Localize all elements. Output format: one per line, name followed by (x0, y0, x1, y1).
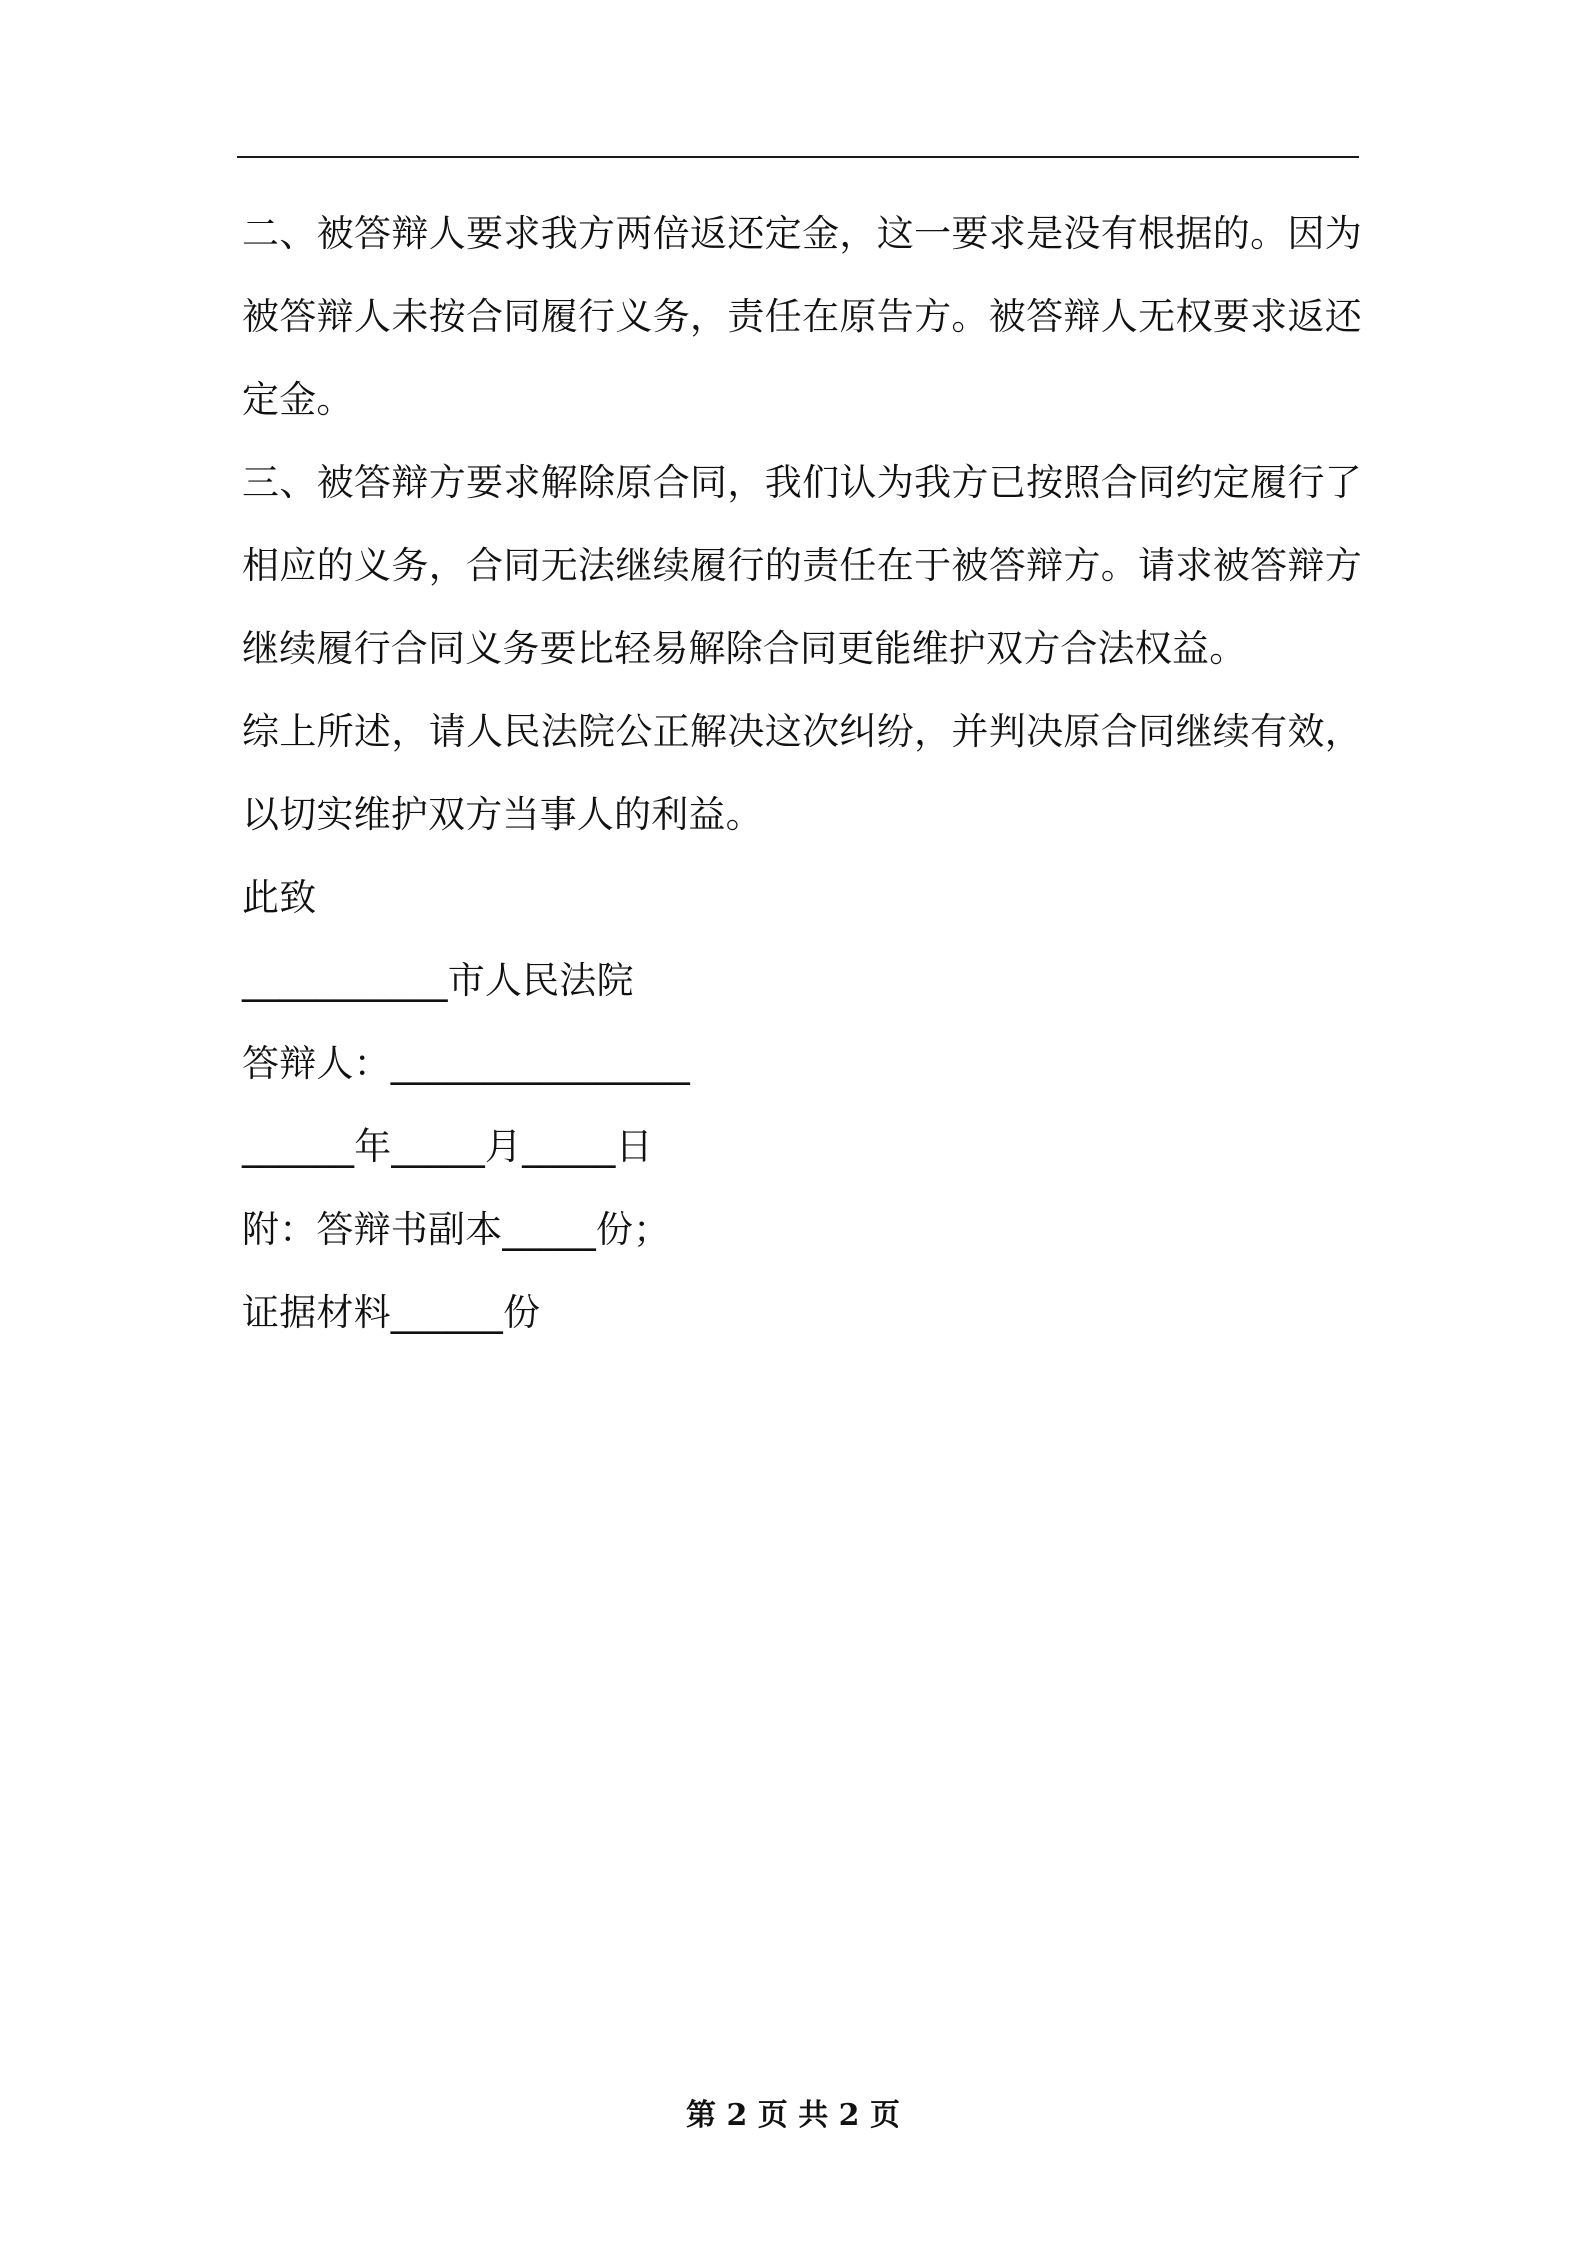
paragraph-summary: 综上所述，请人民法院公正解决这次纠纷，并判决原合同继续有效，以切实维护双方当事人的利益。 (242, 710, 1362, 836)
court-addressee: ___________市人民法院 (242, 959, 634, 1002)
attachment-copies: 附：答辩书副本_____份； (242, 1208, 671, 1251)
respondent-signature: 答辩人：________________ (242, 1042, 690, 1085)
date-line: ______年_____月_____日 (242, 1125, 653, 1168)
header-rule (237, 156, 1359, 158)
evidence-materials: 证据材料______份 (242, 1291, 541, 1334)
paragraph-two: 二、被答辩人要求我方两倍返还定金，这一要求是没有根据的。因为被答辩人未按合同履行义务，责任在原告方。被答辩人无权要求返还定金。 (242, 212, 1362, 421)
closing-salutation: 此致 (242, 876, 317, 919)
paragraph-three: 三、被答辩方要求解除原合同，我们认为我方已按照合同约定履行了相应的义务，合同无法继续履行的责任在于被答辩方。请求被答辩方继续履行合同义务要比轻易解除合同更能维护双方合法权益。 (242, 461, 1362, 670)
document-body (242, 192, 1362, 1354)
page-footer: 第 2 页 共 2 页 (686, 2098, 900, 2133)
